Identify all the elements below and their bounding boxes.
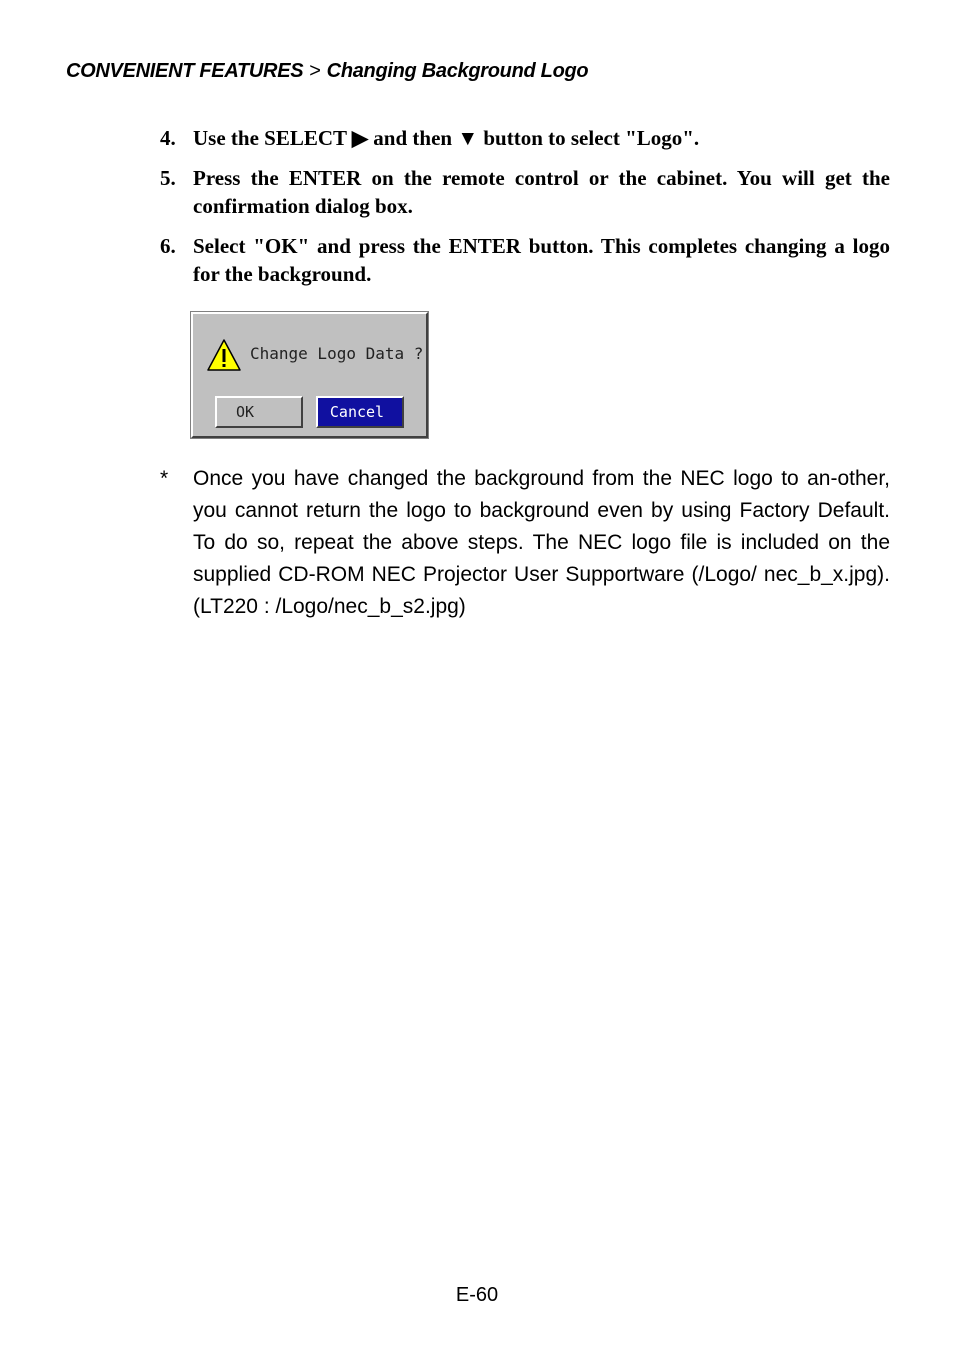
step-text: Select "OK" and press the ENTER button. This completes changing a logo for the background. [193, 234, 890, 286]
step-item [160, 232, 890, 288]
step-text: Press the ENTER on the remote control or the cabinet. You will get the confirmation dialog box. [193, 166, 890, 218]
footnote-text: Once you have changed the background from the NEC logo to an-other, you cannot return the logo to background even by using Factory Default. To do so, repeat the above steps. The NEC logo file is included on the supplied CD-ROM NEC Projector User Supportware (/Logo/ nec_b_x.jpg). (LT220 : /Logo/nec_b_s2.jpg) [193, 467, 890, 618]
steps-list [160, 124, 890, 300]
confirmation-dialog [191, 312, 428, 438]
footnote [160, 463, 890, 623]
step-item [160, 164, 890, 220]
step-text: Use the SELECT ▶ and then ▼ button to select "Logo". [193, 126, 700, 150]
step-number: 4. [160, 126, 176, 150]
cancel-button[interactable]: Cancel [316, 396, 404, 428]
header-separator: > [309, 60, 321, 82]
footnote-marker: * [160, 467, 169, 490]
step-number: 6. [160, 234, 176, 258]
step-item [160, 124, 890, 152]
ok-button[interactable]: OK [215, 396, 303, 428]
header-section: CONVENIENT FEATURES [66, 60, 304, 82]
warning-icon [206, 338, 242, 372]
header-topic: Changing Background Logo [326, 60, 589, 82]
running-header [66, 60, 588, 83]
page-number: E-60 [455, 1284, 499, 1306]
step-number: 5. [160, 166, 176, 190]
dialog-message: Change Logo Data ? [250, 344, 424, 363]
